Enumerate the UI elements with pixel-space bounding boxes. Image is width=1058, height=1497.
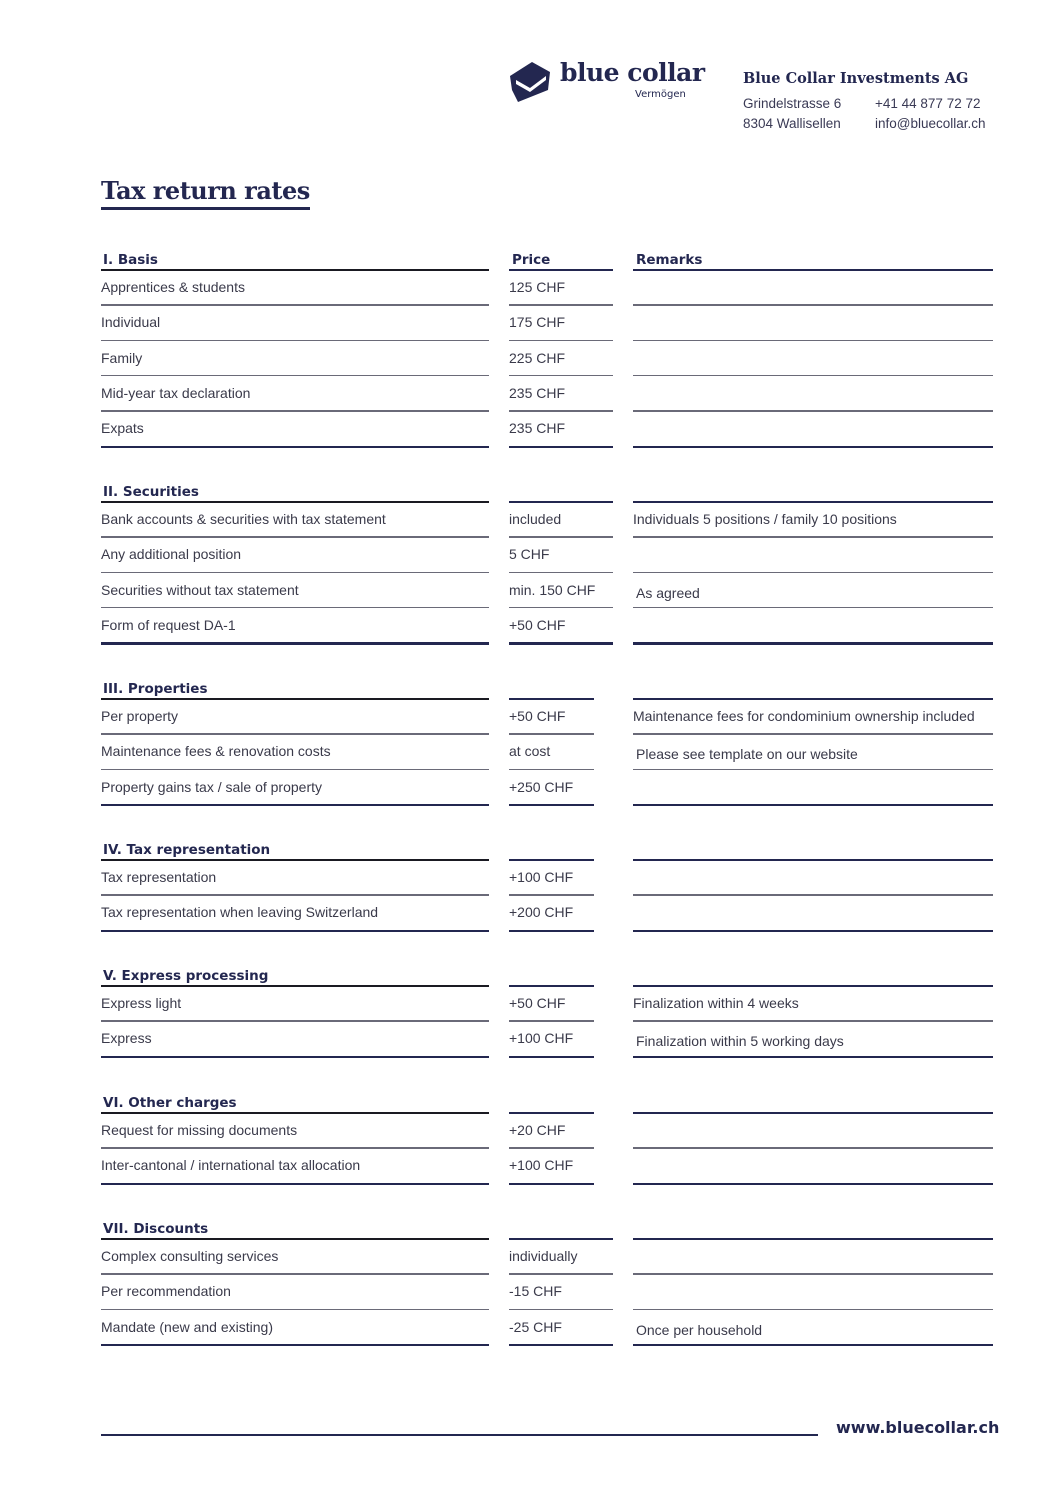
row-divider: [509, 894, 594, 896]
row-divider: [633, 642, 993, 645]
row-price: 125 CHF: [509, 279, 566, 295]
row-divider: [509, 642, 613, 645]
row-divider: [101, 1020, 489, 1022]
row-divider: [633, 607, 993, 609]
row-divider: [101, 769, 489, 771]
row-divider: [633, 1183, 993, 1186]
row-divider: [101, 607, 489, 609]
row-divider: [633, 1147, 993, 1149]
row-price: at cost: [509, 743, 551, 760]
row-divider: [101, 375, 489, 377]
row-price: +200 CHF: [509, 904, 574, 921]
row-divider: [509, 733, 594, 735]
row-divider: [509, 446, 613, 449]
row-item-label: Securities without tax statement: [101, 581, 299, 598]
row-divider: [633, 446, 993, 449]
row-item-label: Per property: [101, 708, 179, 724]
row-item-label: Bank accounts & securities with tax statement: [101, 511, 386, 527]
row-item-label: Complex consulting services: [101, 1248, 279, 1264]
row-divider: [633, 894, 993, 896]
row-item-label: Expats: [101, 420, 144, 437]
row-divider: [101, 1344, 489, 1347]
row-divider: [101, 1056, 489, 1059]
row-divider: [633, 1056, 993, 1059]
row-divider: [509, 1056, 594, 1059]
row-divider: [633, 769, 993, 771]
row-price: 5 CHF: [509, 546, 550, 563]
row-divider: [509, 769, 594, 771]
row-divider: [509, 304, 613, 306]
row-divider: [101, 930, 489, 933]
row-item-label: Per recommendation: [101, 1283, 231, 1300]
section-heading: II. Securities: [103, 484, 199, 500]
row-divider: [633, 1309, 993, 1311]
row-item-label: Request for missing documents: [101, 1122, 298, 1138]
brand-logo: [508, 58, 708, 108]
section-header-rule: [509, 1238, 613, 1240]
footer-divider: [101, 1434, 818, 1436]
row-item-label: Mandate (new and existing): [101, 1318, 273, 1335]
row-item-label: Express light: [101, 995, 182, 1011]
row-price: 235 CHF: [509, 420, 566, 437]
row-divider: [509, 1147, 594, 1149]
row-remark: Please see template on our website: [636, 746, 858, 763]
row-price: -25 CHF: [509, 1318, 562, 1335]
section-header-rule: [633, 269, 993, 271]
section-heading: I. Basis: [103, 252, 158, 268]
brand-subtitle: Vermögen: [635, 89, 686, 100]
row-divider: [509, 340, 613, 342]
row-divider: [101, 446, 489, 449]
row-divider: [509, 1183, 594, 1186]
section-heading: VII. Discounts: [103, 1221, 209, 1237]
row-divider: [633, 375, 993, 377]
company-phone[interactable]: +41 44 877 72 72: [875, 96, 981, 111]
row-price: +100 CHF: [509, 869, 574, 885]
row-divider: [633, 304, 993, 306]
row-item-label: Mid-year tax declaration: [101, 384, 251, 401]
row-divider: [633, 930, 993, 933]
row-price: 225 CHF: [509, 349, 566, 366]
row-divider: [633, 733, 993, 735]
company-name: Blue Collar Investments AG: [743, 70, 969, 87]
row-divider: [101, 536, 489, 538]
row-divider: [633, 1344, 993, 1347]
row-divider: [509, 572, 613, 574]
section-header-rule: [101, 501, 489, 503]
row-divider: [101, 733, 489, 735]
envelope-logo-icon: [508, 60, 552, 104]
section-header-rule: [633, 698, 993, 700]
row-item-label: Any additional position: [101, 546, 242, 563]
section-header-rule: [633, 1238, 993, 1240]
brand-name: blue collar: [560, 58, 705, 87]
row-item-label: Maintenance fees & renovation costs: [101, 743, 331, 760]
row-divider: [633, 340, 993, 342]
row-divider: [509, 1273, 613, 1275]
row-divider: [633, 804, 993, 807]
column-header-remarks: Remarks: [636, 252, 703, 268]
row-divider: [509, 375, 613, 377]
row-divider: [509, 804, 594, 807]
row-remark: Finalization within 5 working days: [636, 1033, 844, 1050]
section-heading: VI. Other charges: [103, 1095, 237, 1111]
section-heading: IV. Tax representation: [103, 842, 271, 858]
row-divider: [101, 642, 489, 645]
row-item-label: Express: [101, 1030, 152, 1047]
row-price: +250 CHF: [509, 778, 574, 795]
row-remark: Once per household: [636, 1321, 763, 1338]
row-divider: [509, 1309, 613, 1311]
section-heading: III. Properties: [103, 681, 208, 697]
section-header-rule: [509, 698, 594, 700]
row-price: included: [509, 511, 562, 527]
section-header-rule: [101, 698, 489, 700]
row-price: +50 CHF: [509, 995, 566, 1011]
row-remark: Individuals 5 positions / family 10 positions: [633, 511, 897, 527]
row-divider: [101, 894, 489, 896]
company-street: Grindelstrasse 6: [743, 96, 842, 111]
row-price: +100 CHF: [509, 1030, 574, 1047]
section-header-rule: [509, 859, 594, 861]
row-divider: [101, 1273, 489, 1275]
row-price: -15 CHF: [509, 1283, 562, 1300]
row-remark: Finalization within 4 weeks: [633, 995, 799, 1011]
row-price: min. 150 CHF: [509, 581, 596, 598]
row-item-label: Tax representation when leaving Switzerland: [101, 904, 379, 921]
page-title: Tax return rates: [101, 175, 310, 210]
row-remark: Maintenance fees for condominium ownership included: [633, 708, 975, 724]
section-header-rule: [509, 501, 613, 503]
footer-website-link[interactable]: www.bluecollar.ch: [836, 1418, 1000, 1437]
section-header-rule: [101, 985, 489, 987]
section-header-rule: [509, 269, 613, 271]
section-header-rule: [633, 859, 993, 861]
row-divider: [101, 572, 489, 574]
row-divider: [633, 1273, 993, 1275]
row-divider: [101, 340, 489, 342]
section-header-rule: [633, 501, 993, 503]
section-header-rule: [101, 1238, 489, 1240]
row-price: +50 CHF: [509, 616, 566, 633]
row-item-label: Individual: [101, 314, 161, 331]
section-header-rule: [509, 1112, 594, 1114]
row-item-label: Family: [101, 349, 143, 366]
row-divider: [509, 607, 613, 609]
row-divider: [633, 536, 993, 538]
row-divider: [633, 1020, 993, 1022]
row-price: +20 CHF: [509, 1122, 566, 1138]
section-header-rule: [101, 1112, 489, 1114]
row-divider: [101, 1147, 489, 1149]
company-city: 8304 Wallisellen: [743, 116, 841, 131]
row-divider: [509, 1344, 613, 1347]
row-divider: [101, 804, 489, 807]
section-header-rule: [633, 985, 993, 987]
company-email[interactable]: info@bluecollar.ch: [875, 116, 986, 131]
row-divider: [101, 410, 489, 412]
section-heading: V. Express processing: [103, 968, 269, 984]
row-item-label: Inter-cantonal / international tax allocation: [101, 1157, 361, 1174]
row-price: individually: [509, 1248, 578, 1264]
section-header-rule: [101, 269, 489, 271]
row-divider: [101, 304, 489, 306]
section-header-rule: [633, 1112, 993, 1114]
row-remark: As agreed: [636, 584, 700, 601]
row-divider: [509, 1020, 594, 1022]
section-header-rule: [101, 859, 489, 861]
column-header-price: Price: [512, 252, 551, 268]
row-price: 235 CHF: [509, 384, 566, 401]
row-price: +50 CHF: [509, 708, 566, 724]
row-price: 175 CHF: [509, 314, 566, 331]
row-divider: [633, 572, 993, 574]
row-divider: [633, 410, 993, 412]
row-divider: [101, 1183, 489, 1186]
row-item-label: Tax representation: [101, 869, 217, 885]
row-divider: [509, 930, 594, 933]
row-divider: [509, 410, 613, 412]
row-item-label: Apprentices & students: [101, 279, 245, 295]
section-header-rule: [509, 985, 594, 987]
row-item-label: Property gains tax / sale of property: [101, 778, 322, 795]
row-price: +100 CHF: [509, 1157, 574, 1174]
row-divider: [509, 536, 613, 538]
row-item-label: Form of request DA-1: [101, 616, 236, 633]
row-divider: [101, 1309, 489, 1311]
